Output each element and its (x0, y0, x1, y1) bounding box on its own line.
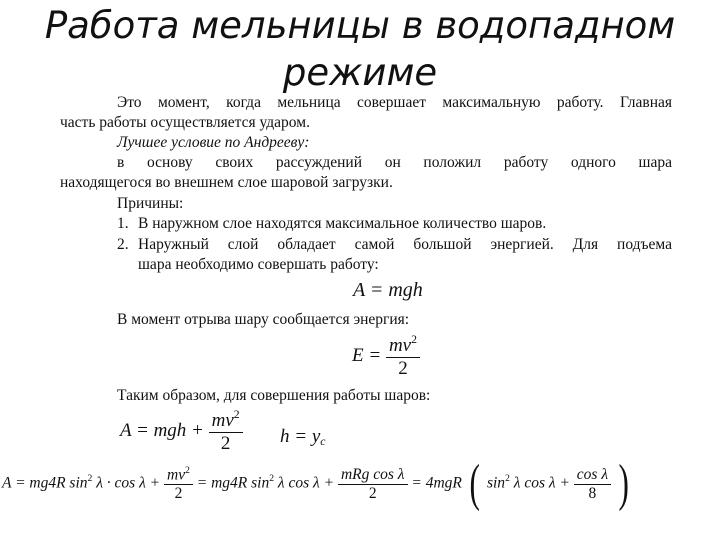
paragraph-2-line1: в основу своих рассуждений он положил работу одного шара (117, 154, 672, 171)
formula-expanded-fraction-1 (164, 465, 193, 504)
reasons-label: Причины: (117, 195, 184, 212)
formula-total-work-exponent: 2 (233, 408, 240, 421)
formula-expanded-part-e: = 4mgR (411, 474, 462, 492)
formula-expanded-fraction-3 (574, 466, 611, 503)
formula-total-work-denominator: 2 (209, 432, 243, 455)
formula-expanded-part-g: λ cos λ + (513, 474, 570, 492)
formula-energy-lhs: E = (352, 344, 382, 366)
formula-expanded-part-b: λ · cos λ + (96, 474, 161, 492)
formula-expanded-exp-1: 2 (87, 472, 93, 484)
formula-work: A = mgh (353, 279, 423, 301)
reason-1-number: 1. (117, 215, 129, 232)
slide-title-line1: Работа мельницы в водопадном (44, 4, 676, 47)
formula-total-work-lhs: A = mgh + (120, 419, 204, 441)
paragraph-2-line2: находящегося во внешнем слое шаровой загрузки. (60, 174, 393, 191)
reason-2-line2: шара необходимо совершать работу: (138, 256, 379, 273)
best-condition-heading: Лучшее условие по Андреевy: (117, 134, 310, 151)
formula-total-work-numerator: mv (211, 410, 234, 432)
energy-intro: В момент отрыва шару сообщается энергия: (117, 311, 410, 328)
paragraph-1-line2: часть работы осуществляется ударом. (60, 114, 310, 131)
formula-expanded-part-f: sin (486, 474, 506, 492)
thus-text: Таким образом, для совершения работы шаров: (117, 387, 431, 404)
formula-expanded-exp-3: 2 (269, 472, 275, 484)
formula-expanded-num-2: mRg cos λ (340, 465, 405, 483)
formula-energy-fraction (386, 333, 420, 380)
formula-energy-numerator: mv (388, 335, 412, 357)
reason-2-line1: Наружный слой обладает самой большой энергией. Для подъема (138, 236, 672, 253)
formula-energy-exponent: 2 (411, 333, 417, 346)
formula-expanded-den-2: 2 (338, 484, 408, 503)
formula-expanded-den-1: 2 (164, 484, 193, 503)
formula-expanded-part-a: A = mg4R sin (2, 474, 88, 492)
paragraph-1-line1: Это момент, когда мельница совершает максимальную работу. Главная (117, 94, 672, 111)
formula-energy (352, 333, 420, 380)
reason-2-number: 2. (117, 236, 129, 253)
formula-total-work-fraction (209, 408, 243, 455)
formula-expanded-exp-4: 2 (505, 472, 510, 484)
formula-energy-denominator: 2 (386, 357, 420, 380)
formula-expanded-part-c: = mg4R sin (196, 474, 270, 492)
formula-height-subscript: c (320, 434, 326, 448)
formula-expanded-num-3: cos λ (576, 465, 609, 483)
formula-expanded (2, 455, 632, 512)
formula-expanded-close-paren: ) (618, 455, 629, 512)
formula-expanded-num-1: mv (167, 466, 186, 484)
formula-height-main: h = y (280, 426, 321, 447)
formula-expanded-open-paren: ( (469, 455, 480, 512)
formula-height (280, 426, 326, 449)
formula-total-work (120, 408, 243, 455)
formula-expanded-part-d: λ cos λ + (277, 474, 335, 492)
formula-expanded-exp-2: 2 (185, 464, 190, 476)
reason-1-text: В наружном слое находятся максимальное количество шаров. (138, 215, 547, 232)
formula-expanded-den-3: 8 (574, 484, 611, 503)
slide-title-line2: режиме (282, 51, 438, 94)
formula-expanded-fraction-2 (338, 466, 408, 503)
